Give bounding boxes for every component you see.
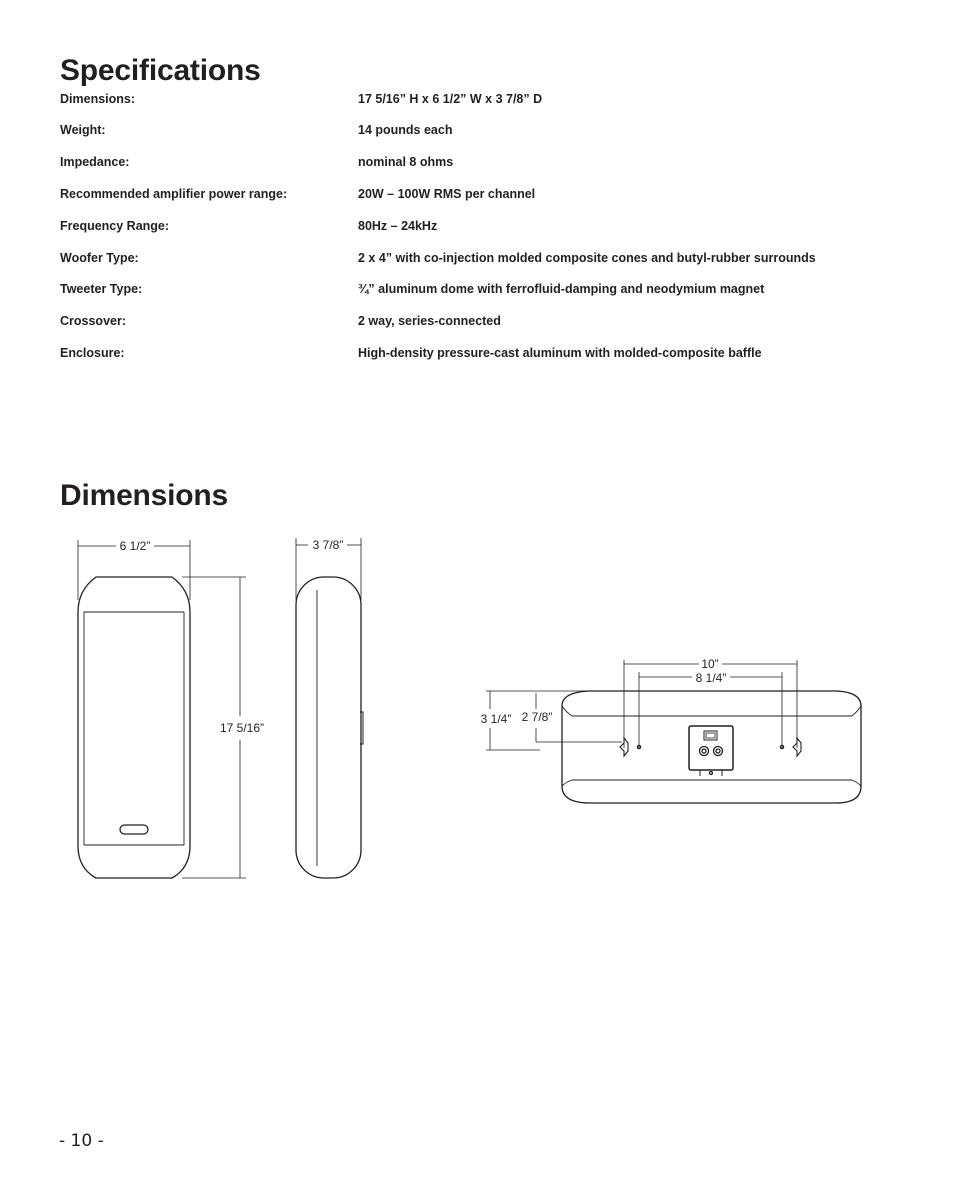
front-logo-badge bbox=[120, 825, 148, 834]
top-width-inner-label: 8 1/4” bbox=[695, 671, 727, 685]
spec-label: Frequency Range: bbox=[60, 219, 170, 233]
spec-label: Recommended amplifier power range: bbox=[60, 187, 288, 201]
spec-label: Weight: bbox=[60, 123, 106, 137]
spec-value: 14 pounds each bbox=[358, 123, 453, 137]
spec-label: Woofer Type: bbox=[60, 251, 139, 265]
spec-label: Enclosure: bbox=[60, 346, 125, 360]
specifications-heading: Specifications bbox=[60, 54, 261, 87]
spec-value: 2 x 4” with co-injection molded composite cones and butyl-rubber surrounds bbox=[358, 251, 816, 265]
dimensions-heading: Dimensions bbox=[60, 479, 229, 512]
top-depth-inner-label: 2 7/8” bbox=[521, 710, 553, 724]
top-width-outer-label: 10” bbox=[701, 657, 719, 671]
spec-label: Tweeter Type: bbox=[60, 282, 143, 296]
spec-value: 2 way, series-connected bbox=[358, 314, 501, 328]
side-depth-label: 3 7/8” bbox=[312, 538, 344, 552]
spec-label: Impedance: bbox=[60, 155, 130, 169]
top-view-drawing bbox=[481, 657, 861, 803]
spec-value: 20W – 100W RMS per channel bbox=[358, 187, 536, 201]
spec-value: 17 5/16” H x 6 1/2” W x 3 7/8” D bbox=[358, 92, 543, 106]
spec-value: nominal 8 ohms bbox=[358, 155, 454, 169]
spec-value: ¾” aluminum dome with ferrofluid-damping and neodymium magnet bbox=[358, 282, 765, 296]
spec-value: 80Hz – 24kHz bbox=[358, 219, 438, 233]
front-view-drawing bbox=[78, 539, 264, 878]
spec-label: Crossover: bbox=[60, 314, 126, 328]
page-number: - 10 - bbox=[59, 1131, 104, 1151]
spec-value: High-density pressure-cast aluminum with molded-composite baffle bbox=[358, 346, 762, 360]
terminal-plate bbox=[689, 726, 733, 770]
front-height-label: 17 5/16” bbox=[219, 721, 265, 735]
top-depth-outer-label: 3 1/4” bbox=[480, 712, 512, 726]
front-width-label: 6 1/2” bbox=[119, 539, 151, 553]
side-view-drawing bbox=[296, 538, 363, 878]
spec-label: Dimensions: bbox=[60, 92, 136, 106]
